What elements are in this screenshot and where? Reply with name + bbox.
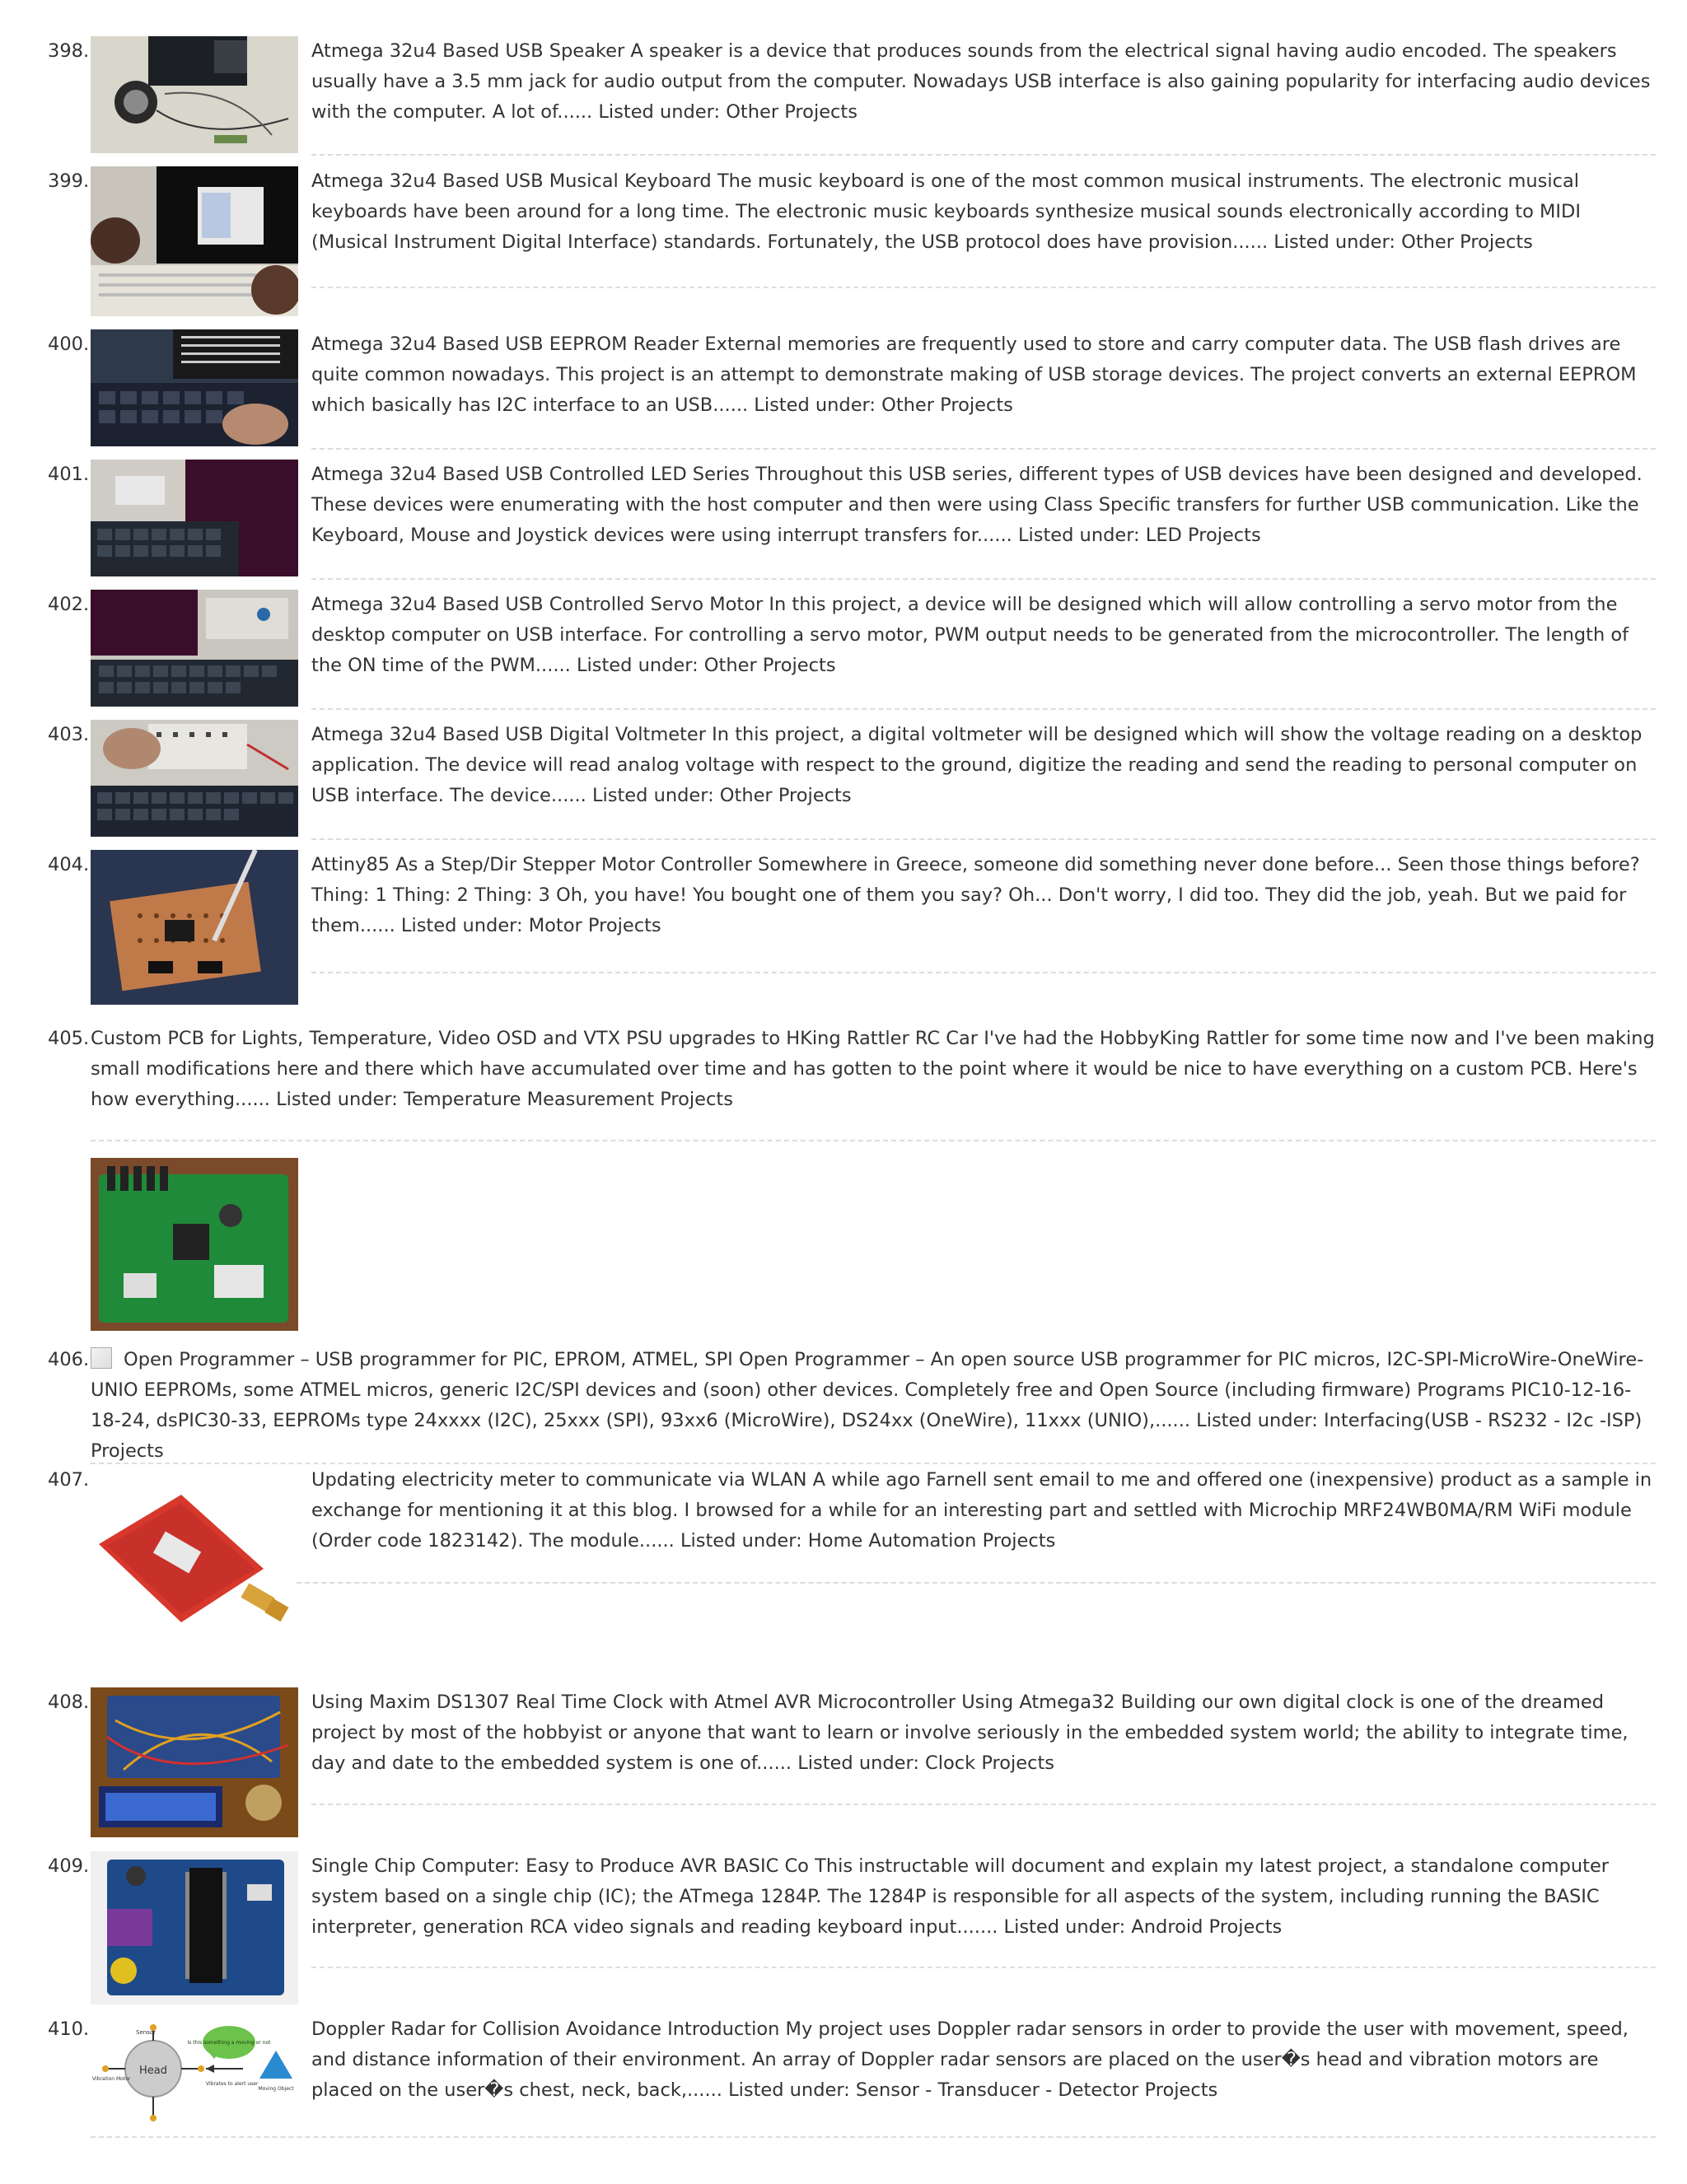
radar-moving-object-label: Moving Object [258, 2086, 294, 2092]
item-number: 401. [48, 464, 90, 485]
radar-bubble-text: Is this something a moving or not [187, 2040, 271, 2046]
item-description[interactable]: Custom PCB for Lights, Temperature, Video OSD and VTX PSU upgrades to HKing Rattler RC Car I've had the HobbyKing Rattler for some time now and I've been making small modifications here and there which have accumulated over time and has gotten to the point where it would be nice to have everything on a custom PCB. Here's how everything...... Listed under: Temperature Measurement Projects [91, 1028, 1655, 1110]
separator [311, 578, 1656, 580]
project-thumbnail[interactable] [91, 1851, 298, 2004]
item-description[interactable]: Atmega 32u4 Based USB EEPROM Reader External memories are frequently used to store and carry computer data. The USB flash drives are quite common nowadays. This project is an attempt to demonstrate making of USB storage devices. The project converts an external EEPROM which basically has I2C interface to an USB...... Listed under: Other Projects [311, 334, 1637, 416]
item-number: 398. [48, 40, 90, 62]
project-thumbnail[interactable] [91, 460, 298, 576]
item-number: 409. [48, 1855, 90, 1877]
item-number: 406. [48, 1349, 90, 1370]
project-thumbnail[interactable] [91, 2019, 298, 2135]
project-thumbnail[interactable] [91, 36, 298, 153]
separator [311, 838, 1656, 840]
item-number: 410. [48, 2018, 90, 2040]
separator [311, 448, 1656, 450]
separator [91, 1140, 1656, 1141]
project-thumbnail[interactable] [91, 1158, 298, 1331]
separator [297, 1582, 1656, 1584]
item-description[interactable]: Attiny85 As a Step/Dir Stepper Motor Controller Somewhere in Greece, someone did something never done before... Seen those things before? Thing: 1 Thing: 2 Thing: 3 Oh, you have! You bought one of them you say? Oh... Don't worry, I did too. They did the job, yeah. But we paid for them...... Listed under: Motor Projects [311, 854, 1640, 936]
item-number: 407. [48, 1469, 90, 1491]
item-description[interactable]: Updating electricity meter to communicate via WLAN A while ago Farnell sent email to me and offered one (inexpensive) product as a sample in exchange for mentioning it at this blog. I browsed for a while for an interesting part and settled with Microchip MRF24WB0MA/RM WiFi module (Order code 1823142). The module...... Listed under: Home Automation Projects [311, 1469, 1652, 1552]
project-thumbnail[interactable] [91, 329, 298, 446]
separator [311, 287, 1656, 288]
separator [311, 708, 1656, 710]
item-number: 405. [48, 1028, 90, 1049]
project-thumbnail[interactable] [91, 1687, 298, 1837]
item-description[interactable]: Atmega 32u4 Based USB Controlled Servo Motor In this project, a device will be designed which will allow controlling a servo motor from the desktop computer on USB interface. For controlling a servo motor, PWM output needs to be generated from the microcontroller. The length of the ON time of the PWM...... Listed under: Other Projects [311, 594, 1629, 676]
separator [311, 972, 1656, 973]
separator [91, 2136, 1656, 2138]
item-description[interactable]: Atmega 32u4 Based USB Speaker A speaker is a device that produces sounds from the electrical signal having audio encoded. The speakers usually have a 3.5 mm jack for audio output from the computer. Nowadays USB interface is also gaining popularity for interfacing audio devices with the computer. A lot of...... Listed under: Other Projects [311, 40, 1651, 123]
project-thumbnail[interactable] [91, 1478, 298, 1653]
item-number: 408. [48, 1692, 90, 1713]
project-thumbnail[interactable] [91, 720, 298, 837]
broken-image-icon [91, 1347, 112, 1369]
item-description[interactable]: Atmega 32u4 Based USB Digital Voltmeter In this project, a digital voltmeter will be designed which will show the voltage reading on a desktop application. The device will read analog voltage with respect to the ground, digitize the reading and send the reading to personal computer on USB interface. The device...... Listed under: Other Projects [311, 724, 1643, 806]
separator [311, 1804, 1656, 1805]
separator [311, 1967, 1656, 1968]
separator [91, 1463, 1656, 1464]
item-description[interactable] [91, 1345, 1656, 1467]
item-description[interactable]: Atmega 32u4 Based USB Musical Keyboard The music keyboard is one of the most common musical instruments. The electronic musical keyboards have been around for a long time. The electronic music keyboards synthesize musical sounds electronically according to MIDI (Musical Instrument Digital Interface) standards. Fortunately, the USB protocol does have provision...... Listed under: Other Projects [311, 170, 1582, 253]
radar-sensor-label: Sensor [136, 2029, 156, 2036]
item-number: 402. [48, 594, 90, 615]
radar-vibration-label: Vibration Motor [92, 2076, 131, 2082]
radar-vibrate-label: Vibrates to alert user [206, 2081, 259, 2087]
separator [311, 154, 1656, 156]
item-description[interactable]: Single Chip Computer: Easy to Produce AVR BASIC Co This instructable will document and explain my latest project, a standalone computer system based on a single chip (IC); the ATmega 1284P. The 1284P is responsible for all aspects of the system, including running the BASIC interpreter, generation RCA video signals and reading keyboard input....... Listed under: Android Projects [311, 1855, 1610, 1938]
project-thumbnail[interactable] [91, 850, 298, 1005]
project-thumbnail[interactable] [91, 590, 298, 707]
item-description[interactable]: Using Maxim DS1307 Real Time Clock with Atmel AVR Microcontroller Using Atmega32 Building our own digital clock is one of the dreamed project by most of the hobbyist or anyone that want to learn or involve seriously in the embedded system world; the ability to integrate time, day and date to the embedded system is one of...... Listed under: Clock Projects [311, 1692, 1629, 1774]
item-description[interactable]: Atmega 32u4 Based USB Controlled LED Series Throughout this USB series, different types of USB devices have been designed and developed. These devices were enumerating with the host computer and then were using Class Specific transfers for further USB communication. Like the Keyboard, Mouse and Joystick devices were using interrupt transfers for...... Listed under: LED Projects [311, 464, 1643, 546]
item-number: 400. [48, 334, 90, 355]
item-description-text: Open Programmer – USB programmer for PIC, EPROM, ATMEL, SPI Open Programmer – An open source USB programmer for PIC micros, I2C-SPI-MicroWire-OneWire-UNIO EEPROMs, some ATMEL micros, generic I2C/SPI devices and (soon) other devices. Completely free and Open Source (including firmware) Programs PIC10-12-16-18-24, dsPIC30-33, EEPROMs type 24xxxx (I2C), 25xxx (SPI), 93xx6 (MicroWire), DS24xx (OneWire), 11xxx (UNIO),...... Listed under: Interfacing(USB - RS232 - I2c -ISP) Projects [91, 1349, 1644, 1462]
project-thumbnail[interactable] [91, 166, 298, 316]
radar-head-label: Head [139, 2065, 167, 2077]
item-number: 404. [48, 854, 90, 875]
item-number: 399. [48, 170, 90, 192]
item-description[interactable]: Doppler Radar for Collision Avoidance Introduction My project uses Doppler radar sensors in order to provide the user with movement, speed, and distance information of their environment. An array of Doppler radar sensors are placed on the user�s head and vibration motors are placed on the user�s chest, neck, back,...... Listed under: Sensor - Transducer - Detector Projects [311, 2018, 1629, 2101]
item-number: 403. [48, 724, 90, 745]
